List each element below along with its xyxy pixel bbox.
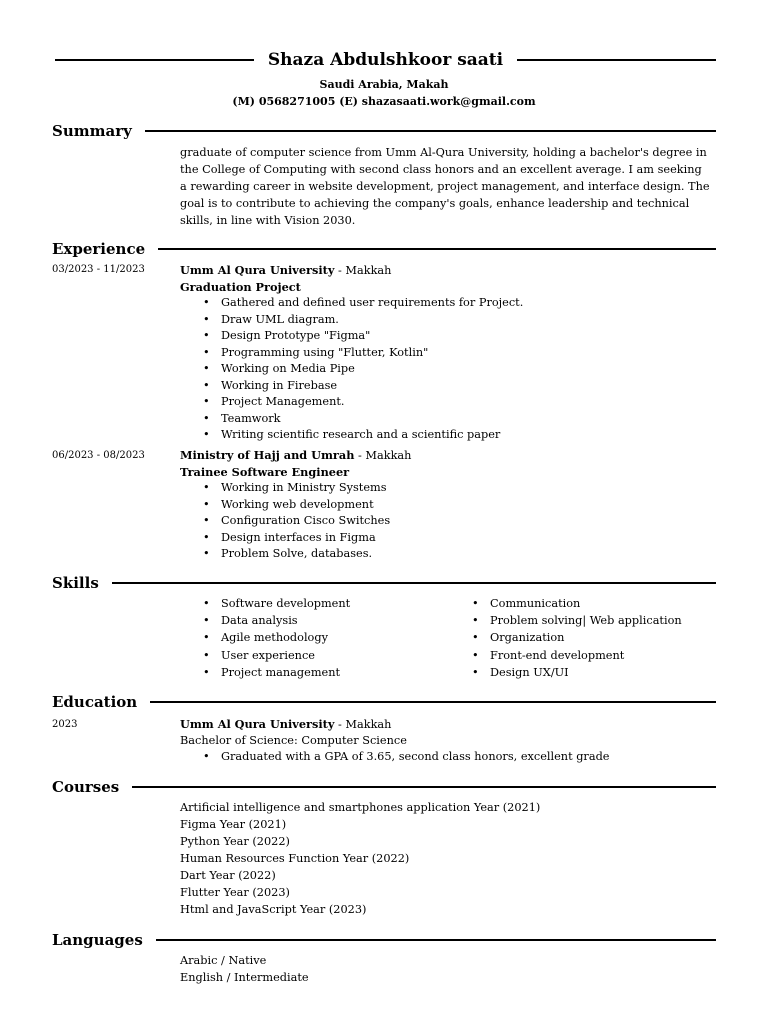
job-dates: 06/2023 - 08/2023 xyxy=(52,450,145,461)
skill-item: • Communication xyxy=(449,595,709,612)
skill-item: • Organization xyxy=(449,629,709,646)
education-heading xyxy=(180,716,716,733)
job-dates: 03/2023 - 11/2023 xyxy=(52,264,145,275)
education-bullets xyxy=(180,749,716,766)
candidate-name: Shaza Abdulshkoor saati xyxy=(267,50,504,70)
list-item: • Working on Media Pipe xyxy=(180,361,716,378)
name-header xyxy=(55,48,716,72)
job-location: - Makkah xyxy=(354,449,412,462)
education-entry xyxy=(180,716,716,766)
skill-item: • Problem solving| Web application xyxy=(449,612,709,629)
courses-section-header xyxy=(52,777,716,797)
skill-item: • User experience xyxy=(180,647,440,664)
course-item: Python Year (2022) xyxy=(180,835,290,848)
section-rule xyxy=(150,701,716,703)
list-item: • Configuration Cisco Switches xyxy=(180,513,716,530)
experience-section-header xyxy=(52,239,716,259)
job-entry xyxy=(180,447,716,563)
education-location: - Makkah xyxy=(334,718,392,731)
courses-list xyxy=(180,799,716,918)
skill-item: • Front-end development xyxy=(449,647,709,664)
education-org: Umm Al Qura University xyxy=(180,717,335,731)
course-item: Dart Year (2022) xyxy=(180,869,276,882)
section-title: Summary xyxy=(52,122,132,140)
languages-list xyxy=(180,952,716,986)
list-item: • Working web development xyxy=(180,497,716,514)
section-title: Experience xyxy=(52,240,146,258)
section-title: Education xyxy=(52,693,138,711)
header-rule-right xyxy=(517,59,716,61)
section-rule xyxy=(112,582,716,584)
section-rule xyxy=(158,248,716,250)
course-item: Figma Year (2021) xyxy=(180,818,287,831)
list-item: • Working in Ministry Systems xyxy=(180,480,716,497)
job-location: - Makkah xyxy=(334,264,392,277)
list-item: • Design interfaces in Figma xyxy=(180,530,716,547)
education-section-header xyxy=(52,692,716,712)
job-org: Umm Al Qura University xyxy=(180,263,335,277)
summary-section-header xyxy=(52,121,716,141)
list-item: • Design Prototype "Figma" xyxy=(180,328,716,345)
list-item: • Draw UML diagram. xyxy=(180,312,716,329)
list-item: • Project Management. xyxy=(180,394,716,411)
section-title: Languages xyxy=(52,931,143,949)
summary-text: graduate of computer science from Umm Al-Qura University, holding a bachelor's degree in the College of Computing with second class honors and an excellent average. I am seeking a rewarding career in website development, project management, and interface design. The goal is to contribute to achieving the company's goals, enhance leadership and technical skills, in line with Vision 2030. xyxy=(180,146,710,227)
section-title: Skills xyxy=(52,574,99,592)
education-date: 2023 xyxy=(52,719,78,730)
section-rule xyxy=(156,939,716,941)
job-bullets xyxy=(180,295,716,444)
job-role: Graduation Project xyxy=(180,279,301,294)
job-heading xyxy=(180,447,716,464)
list-item: • Gathered and defined user requirements for Project. xyxy=(180,295,716,312)
course-item: Human Resources Function Year (2022) xyxy=(180,852,410,865)
skill-item: • Project management xyxy=(180,664,440,681)
section-rule xyxy=(145,130,716,132)
location-line: Saudi Arabia, Makah xyxy=(319,78,449,91)
education-degree: Bachelor of Science: Computer Science xyxy=(180,733,407,747)
list-item: • Working in Firebase xyxy=(180,378,716,395)
section-title: Courses xyxy=(52,778,120,796)
skills-section-header xyxy=(52,573,716,593)
job-role: Trainee Software Engineer xyxy=(180,464,350,479)
skill-item: • Design UX/UI xyxy=(449,664,709,681)
course-item: Artificial intelligence and smartphones application Year (2021) xyxy=(180,801,541,814)
job-bullets xyxy=(180,480,716,563)
list-item: • Graduated with a GPA of 3.65, second class honors, excellent grade xyxy=(180,749,716,766)
languages-section-header xyxy=(52,930,716,950)
job-entry xyxy=(180,262,716,444)
skills-list-right xyxy=(449,595,709,681)
course-item: Flutter Year (2023) xyxy=(180,886,290,899)
skill-item: • Software development xyxy=(180,595,440,612)
list-item: • Writing scientific research and a scientific paper xyxy=(180,427,716,444)
skills-list-left xyxy=(180,595,440,681)
skill-item: • Agile methodology xyxy=(180,629,440,646)
section-rule xyxy=(132,786,716,788)
header-rule-left xyxy=(55,59,254,61)
contact-line: (M) 0568271005 (E) shazasaati.work@gmail.com xyxy=(232,95,536,108)
job-heading xyxy=(180,262,716,279)
list-item: • Teamwork xyxy=(180,411,716,428)
job-org: Ministry of Hajj and Umrah xyxy=(180,448,355,462)
language-item: Arabic / Native xyxy=(180,954,267,967)
course-item: Html and JavaScript Year (2023) xyxy=(180,903,367,916)
list-item: • Programming using "Flutter, Kotlin" xyxy=(180,345,716,362)
skill-item: • Data analysis xyxy=(180,612,440,629)
language-item: English / Intermediate xyxy=(180,971,309,984)
list-item: • Problem Solve, databases. xyxy=(180,546,716,563)
